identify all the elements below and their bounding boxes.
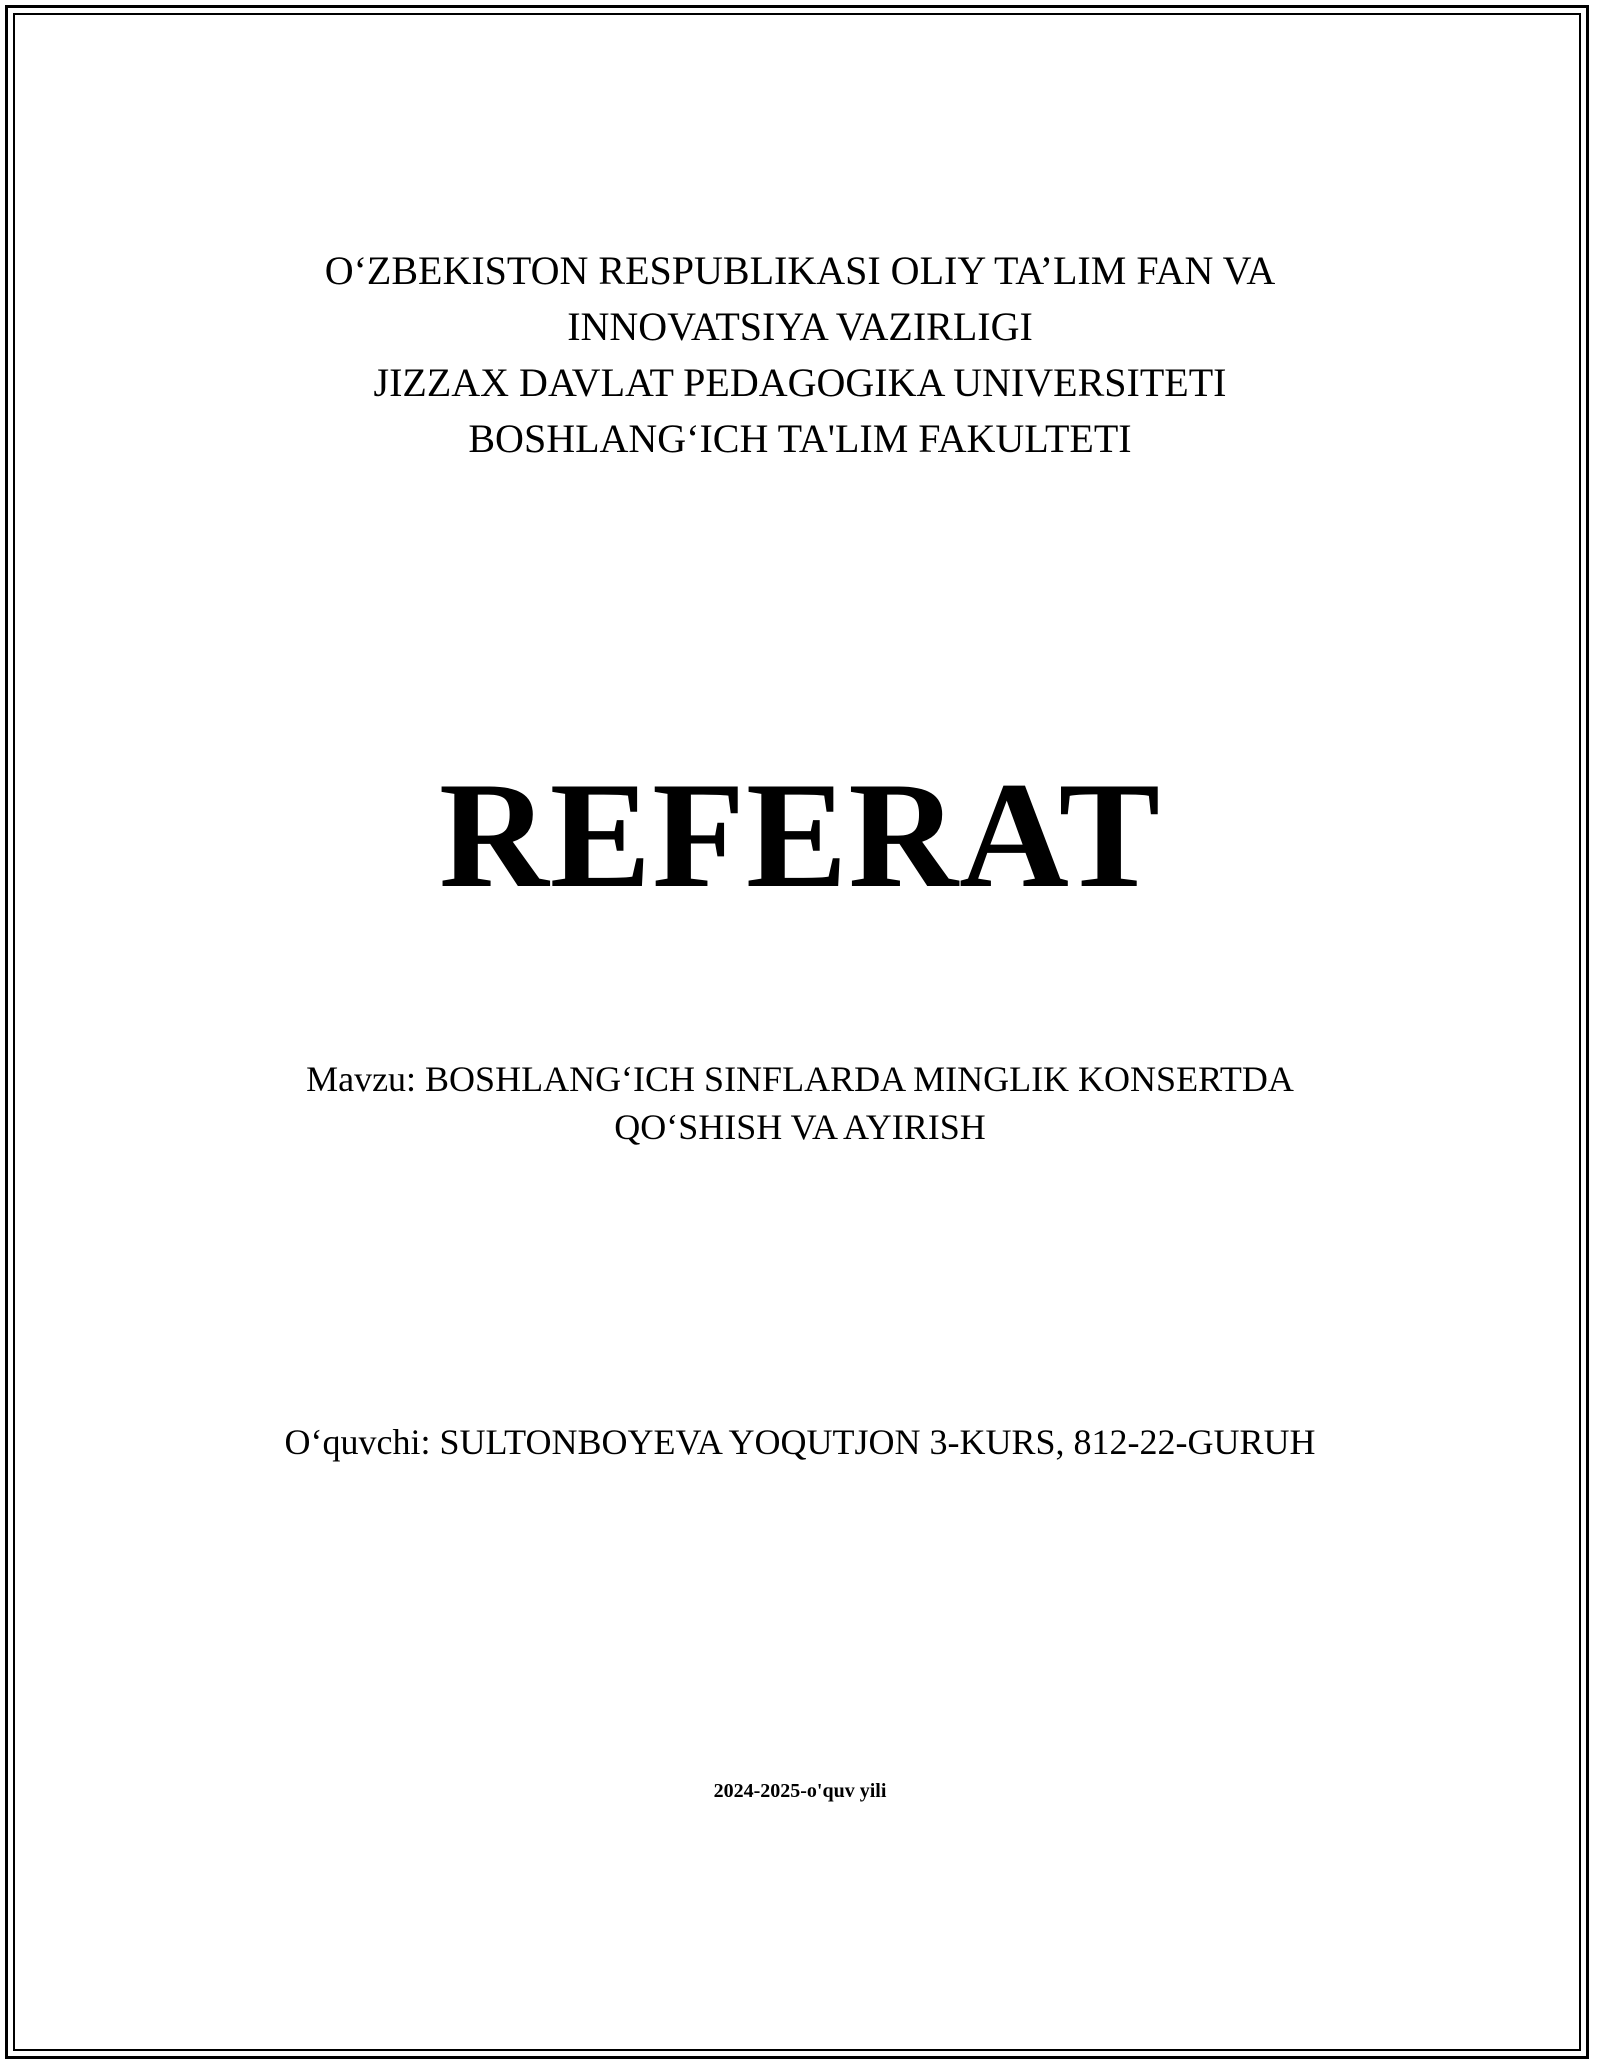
header-line-ministry-1: O‘ZBEKISTON RESPUBLIKASI OLIY TA’LIM FAN VA: [324, 248, 1276, 293]
institution-header: [0, 243, 1600, 467]
document-title: REFERAT: [438, 751, 1162, 919]
student-info: O‘quvchi: SULTONBOYEVA YOQUTJON 3-KURS, 812-22-GURUH: [284, 1422, 1316, 1462]
header-line-university: JIZZAX DAVLAT PEDAGOGIKA UNIVERSITETI: [373, 360, 1227, 405]
header-line-ministry-2: INNOVATSIYA VAZIRLIGI: [567, 304, 1033, 349]
topic-line-2: QO‘SHISH VA AYIRISH: [614, 1107, 986, 1147]
header-line-faculty: BOSHLANG‘ICH TA'LIM FAKULTETI: [468, 416, 1132, 461]
academic-year: 2024-2025-o'quv yili: [713, 1780, 887, 1802]
topic-line-1: Mavzu: BOSHLANG‘ICH SINFLARDA MINGLIK KONSERTDA: [306, 1059, 1294, 1099]
topic-section: [0, 1055, 1600, 1151]
